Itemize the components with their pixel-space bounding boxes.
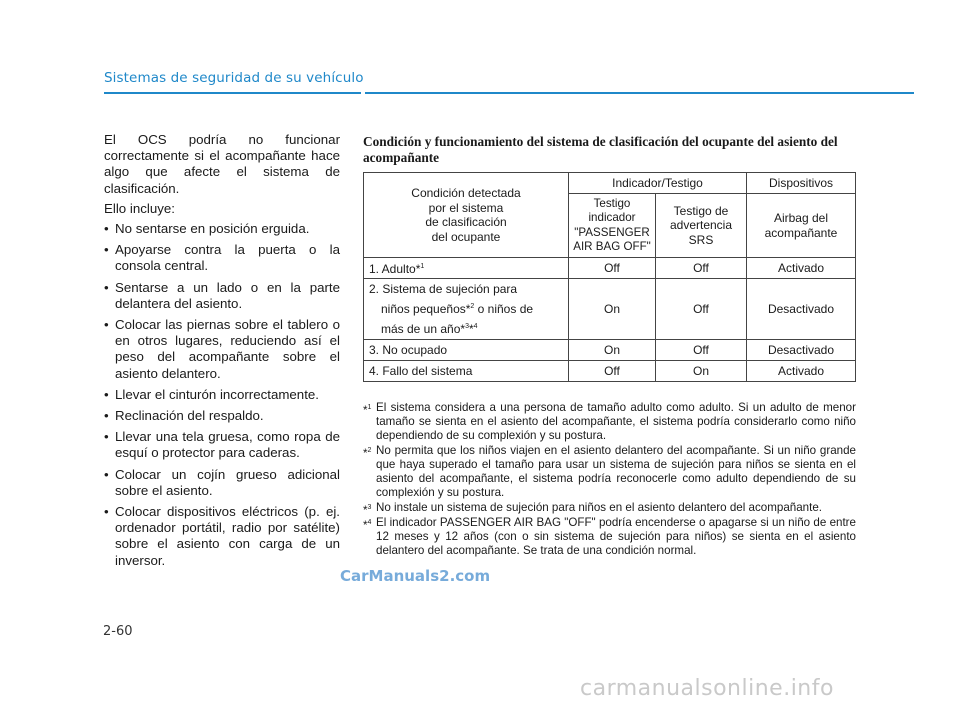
header-condition: Condición detectada por el sistema de clasificación del ocupante: [364, 173, 569, 258]
ocs-table: [363, 172, 856, 382]
table-row: [364, 258, 856, 279]
page-number: 2-60: [103, 624, 133, 639]
list-item: • No sentarse en posición erguida.: [104, 221, 310, 237]
row-passenger-indicator: Off: [569, 361, 656, 382]
list-item: • Llevar el cinturón incorrectamente.: [104, 386, 319, 402]
row-passenger-indicator: On: [569, 340, 656, 361]
table-row: [364, 340, 856, 361]
footnote: *$^1$ El sistema considera a una persona de tamaño adulto como adulto. Si un adulto de menor tamaño se sienta en el asiento del acompañante, el sistema podría considerarlo como niño dependiendo de su complexión y su postura.: [363, 401, 856, 442]
bullet-icon: •: [104, 429, 109, 445]
list-item: • Colocar dispositivos eléctricos (p. ej. ordenador portátil, radio por satélite) sobre el asiento con carga de un inversor.: [104, 504, 340, 568]
row-condition: 4. Fallo del sistema: [364, 361, 569, 382]
bullet-icon: •: [104, 386, 109, 402]
watermark-carmanuals2: CarManuals2.com: [340, 567, 491, 585]
list-item: • Colocar las piernas sobre el tablero o en otros lugares, reduciendo así el peso del acompañante sobre el asiento delantero.: [104, 317, 340, 381]
right-column: [363, 134, 856, 557]
header-srs-warning: Testigo de advertencia SRS: [656, 194, 747, 258]
bullet-icon: •: [104, 504, 109, 520]
table-heading: Condición y funcionamiento del sistema de clasificación del ocupante del asiento del acompañante: [363, 134, 838, 165]
left-column: [104, 132, 340, 574]
watermark-carmanualsonline: carmanualsonline.info: [580, 676, 834, 701]
bullet-icon: •: [104, 279, 109, 295]
footnote: *$^3$ No instale un sistema de sujeción para niños en el asiento delantero del acompañante.: [363, 501, 823, 517]
row-condition: 1. Adulto*$^1$: [364, 258, 569, 279]
table-row: [364, 361, 856, 382]
header-airbag: Airbag del acompañante: [747, 194, 856, 258]
list-item: • Reclinación del respaldo.: [104, 408, 264, 424]
bullet-icon: •: [104, 242, 109, 258]
list-item: • Colocar un cojín grueso adicional sobre el asiento.: [104, 466, 340, 498]
row-srs-warning: On: [656, 361, 747, 382]
row-passenger-indicator: Off: [569, 258, 656, 279]
footnote: *$^4$ El indicador PASSENGER AIR BAG "OFF" podría encenderse o apagarse si un niño de entre 12 meses y 12 años (con o sin sistema de sujeción para niños) se sienta en el asiento delantero del acompañante. Se trata de una condición normal.: [363, 516, 856, 557]
bullet-icon: •: [104, 466, 109, 482]
intro-paragraph: El OCS podría no funcionar correctamente si el acompañante hace algo que afecte el sistema de clasificación.: [104, 132, 340, 196]
row-airbag: Activado: [747, 258, 856, 279]
table-row: [364, 279, 856, 340]
header-passenger-indicator: Testigo indicador "PASSENGER AIR BAG OFF": [569, 194, 656, 258]
row-srs-warning: Off: [656, 258, 747, 279]
list-item: • Llevar una tela gruesa, como ropa de esquí o protector para caderas.: [104, 429, 340, 461]
intro-subtitle: Ello incluye:: [104, 200, 175, 216]
footnotes: [363, 401, 856, 559]
row-passenger-indicator: On: [569, 279, 656, 340]
bullet-list: [104, 221, 340, 569]
row-airbag: Desactivado: [747, 340, 856, 361]
header-rule-long: [365, 92, 914, 94]
row-srs-warning: Off: [656, 279, 747, 340]
header-indicator-group: Indicador/Testigo: [569, 173, 747, 194]
row-condition: 3. No ocupado: [364, 340, 569, 361]
list-item: • Apoyarse contra la puerta o la consola central.: [104, 242, 340, 274]
header-devices-group: Dispositivos: [747, 173, 856, 194]
row-airbag: Desactivado: [747, 279, 856, 340]
bullet-icon: •: [104, 408, 109, 424]
footnote: *$^2$ No permita que los niños viajen en el asiento delantero del acompañante. Si un niño grande que haya superado el tamaño para usar un sistema de sujeción para niños se sienta en el asiento del acompañante, el sistema podría reconocerle como adulto dependiendo de su complexión y su postura.: [363, 444, 856, 499]
bullet-icon: •: [104, 221, 109, 237]
row-srs-warning: Off: [656, 340, 747, 361]
bullet-icon: •: [104, 317, 109, 333]
header-rule-short: [104, 92, 361, 94]
section-title: Sistemas de seguridad de su vehículo: [104, 70, 364, 86]
row-condition: 2. Sistema de sujeción para niños pequeños*$^2$ o niños de más de un año*$^3$*$^4$: [364, 279, 569, 340]
row-airbag: Activado: [747, 361, 856, 382]
list-item: • Sentarse a un lado o en la parte delantera del asiento.: [104, 279, 340, 311]
